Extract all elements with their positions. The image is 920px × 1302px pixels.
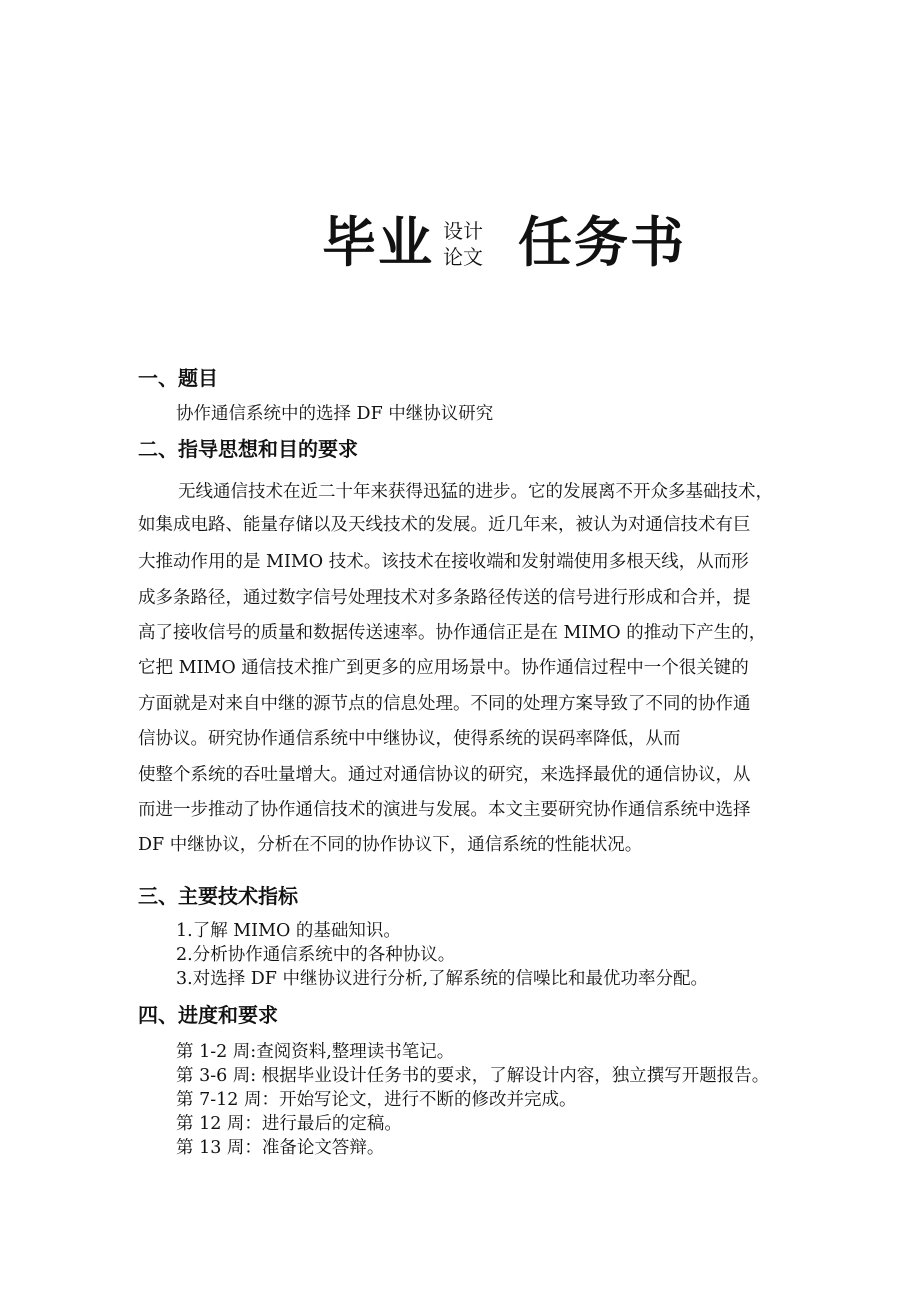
list-item: 3.对选择 DF 中继协议进行分析,了解系统的信噪比和最优功率分配。 xyxy=(176,969,709,989)
schedule-item: 第 1-2 周:查阅资料,整理读书笔记。 xyxy=(176,1042,455,1062)
schedule-item: 第 7-12 周：开始写论文，进行不断的修改并完成。 xyxy=(176,1090,577,1110)
title-right-text: 任务书 xyxy=(518,211,686,274)
schedule-item: 第 3-6 周: 根据毕业设计任务书的要求，了解设计内容，独立撰写开题报告。 xyxy=(176,1066,770,1086)
title-stack-bottom: 论文 xyxy=(443,245,483,269)
section-heading-topic: 一、题目 xyxy=(138,366,218,390)
title-left-text: 毕业 xyxy=(322,211,434,274)
paragraph-line: 信协议。研究协作通信系统中中继协议，使得系统的误码率降低，从而 xyxy=(138,729,681,749)
title-stacked-text xyxy=(443,218,503,270)
paragraph-line: 如集成电路、能量存储以及天线技术的发展。近几年来，被认为对通信技术有巨 xyxy=(138,515,751,535)
title-stack-top: 设计 xyxy=(443,219,483,243)
paragraph-line: 方面就是对来自中继的源节点的信息处理。不同的处理方案导致了不同的协作通 xyxy=(138,694,751,714)
paragraph-line: 它把 MIMO 通信技术推广到更多的应用场景中。协作通信过程中一个很关键的 xyxy=(138,658,749,678)
section-heading-schedule: 四、进度和要求 xyxy=(138,1003,278,1027)
schedule-item: 第 12 周：进行最后的定稿。 xyxy=(176,1114,402,1134)
paragraph-line: DF 中继协议，分析在不同的协作协议下，通信系统的性能状况。 xyxy=(138,835,643,855)
schedule-item: 第 13 周：准备论文答辩。 xyxy=(176,1138,385,1158)
list-item: 2.分析协作通信系统中的各种协议。 xyxy=(176,945,456,965)
section-heading-tech-indicators: 三、主要技术指标 xyxy=(138,884,298,908)
paragraph-line: 而进一步推动了协作通信技术的演进与发展。本文主要研究协作通信系统中选择 xyxy=(138,800,751,820)
section-heading-guidance: 二、指导思想和目的要求 xyxy=(138,437,358,461)
paragraph-line: 高了接收信号的质量和数据传送速率。协作通信正是在 MIMO 的推动下产生的， xyxy=(138,623,767,643)
paragraph-line: 无线通信技术在近二十年来获得迅猛的进步。它的发展离不开众多基础技术， xyxy=(178,482,773,502)
document-title xyxy=(0,210,920,280)
paragraph-line: 大推动作用的是 MIMO 技术。该技术在接收端和发射端使用多根天线，从而形 xyxy=(138,552,749,572)
paragraph-line: 成多条路径，通过数字信号处理技术对多条路径传送的信号进行形成和合并，提 xyxy=(138,588,751,608)
paragraph-line: 使整个系统的吞吐量增大。通过对通信协议的研究，来选择最优的通信协议，从 xyxy=(138,765,751,785)
list-item: 1.了解 MIMO 的基础知识。 xyxy=(176,921,401,941)
topic-text: 协作通信系统中的选择 DF 中继协议研究 xyxy=(176,404,494,424)
